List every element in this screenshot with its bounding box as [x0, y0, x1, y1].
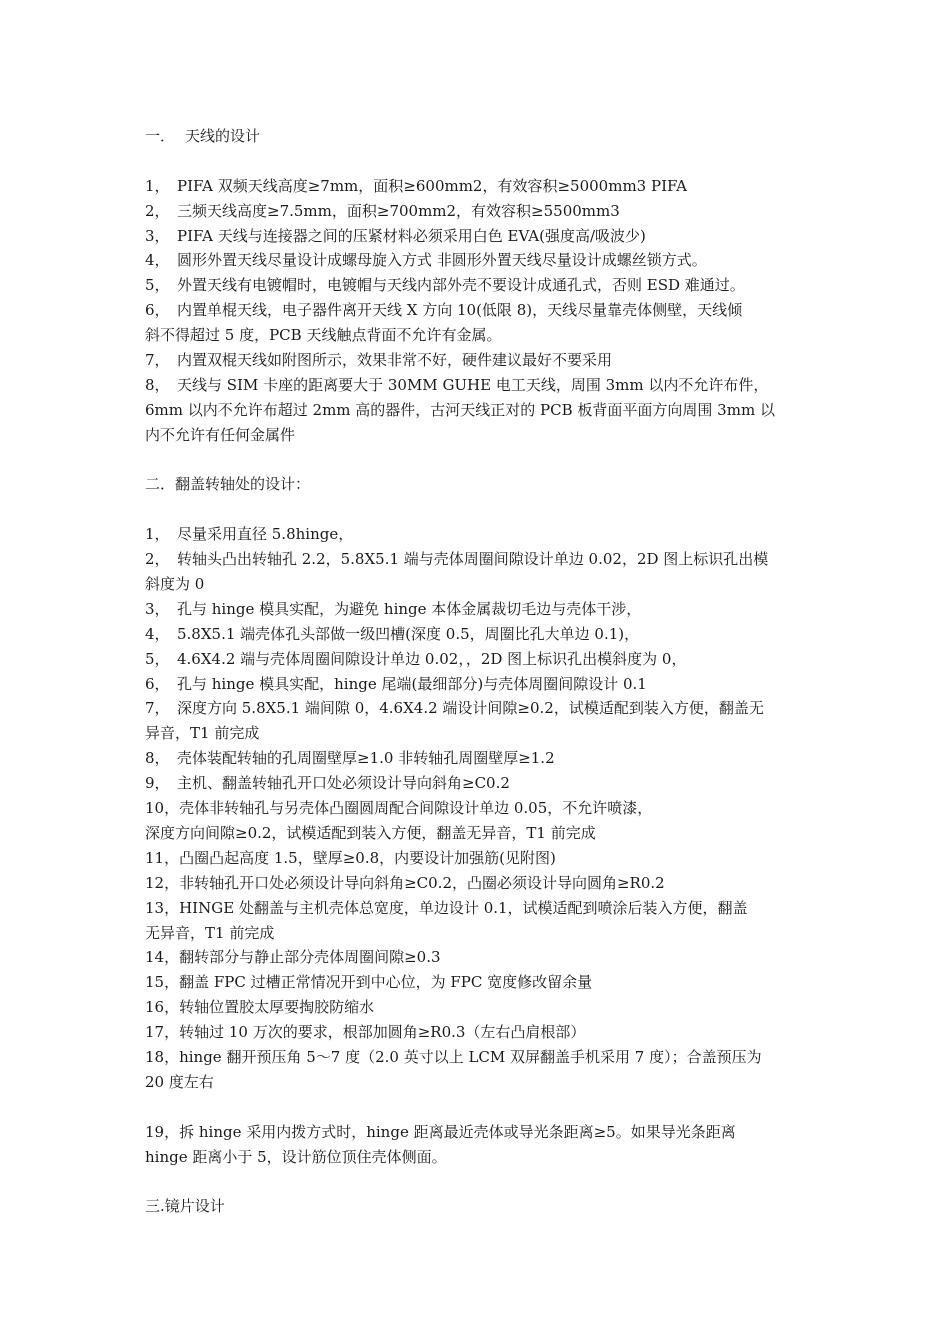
list-item: 10，壳体非转轴孔与另壳体凸圈圆周配合间隙设计单边 0.05，不允许喷漆，	[145, 799, 653, 818]
blank-line	[145, 497, 809, 522]
list-item: 8， 天线与 SIM 卡座的距离要大于 30MM GUHE 电工天线，周围 3mm 以内不允许布件，	[145, 375, 769, 394]
list-item: 2， 转轴头凸出转轴孔 2.2，5.8X5.1 端与壳体周圈间隙设计单边 0.02，2D 图上标识孔出模	[145, 550, 769, 569]
list-item: 19，拆 hinge 采用内拨方式时，hinge 距离最近壳体或导光条距离≥5。如果导光条距离	[145, 1122, 736, 1141]
section-number: 一．	[145, 127, 176, 145]
section-heading-lens: 三.镜片设计	[145, 1197, 225, 1216]
list-item: 6， 内置单棍天线，电子器件离开天线 X 方向 10(低限 8)，天线尽量靠壳体侧壁，天线倾	[145, 301, 743, 320]
list-item: 7， 内置双棍天线如附图所示，效果非常不好，硬件建议最好不要采用	[145, 351, 613, 370]
list-item: 8， 壳体装配转轴的孔周圈壁厚≥1.0 非转轴孔周圈壁厚≥1.2	[145, 749, 555, 768]
section-heading-antenna	[145, 124, 809, 149]
list-item: 1， 尽量采用直径 5.8hinge，	[145, 525, 354, 544]
list-item: 16，转轴位置胶太厚要掏胶防缩水	[145, 998, 375, 1017]
list-item-continuation: 无异音，T1 前完成	[145, 923, 275, 942]
section-title: 天线的设计	[185, 127, 261, 145]
list-item: 6， 孔与 hinge 模具实配，hinge 尾端(最细部分)与壳体周圈间隙设计 0.1	[145, 674, 647, 693]
list-item: 12，非转轴孔开口处必须设计导向斜角≥C0.2，凸圈必须设计导向圆角≥R0.2	[145, 873, 665, 892]
list-item-continuation: 20 度左右	[145, 1072, 214, 1091]
list-item-continuation: 斜不得超过 5 度，PCB 天线触点背面不允许有金属。	[145, 326, 502, 345]
list-item-continuation: 深度方向间隙≥0.2，试模适配到装入方便，翻盖无异音，T1 前完成	[145, 823, 596, 842]
hinge-list-continued	[145, 1120, 809, 1170]
list-item: 14，翻转部分与静止部分壳体周圈间隙≥0.3	[145, 948, 441, 967]
list-item-continuation: 异音，T1 前完成	[145, 724, 260, 743]
list-item: 13，HINGE 处翻盖与主机壳体总宽度，单边设计 0.1，试模适配到喷涂后装入方便，翻盖	[145, 898, 748, 917]
list-item: 11，凸圈凸起高度 1.5，壁厚≥0.8，内要设计加强筋(见附图)	[145, 848, 556, 867]
list-item-continuation: 6mm 以内不允许布超过 2mm 高的器件，古河天线正对的 PCB 板背面平面方向周围 3mm 以	[145, 400, 775, 419]
blank-line	[145, 149, 809, 174]
list-item: 7， 深度方向 5.8X5.1 端间隙 0，4.6X4.2 端设计间隙≥0.2，试模适配到装入方便，翻盖无	[145, 699, 764, 718]
list-item: 15，翻盖 FPC 过槽正常情况开到中心位，为 FPC 宽度修改留余量	[145, 973, 593, 992]
blank-line	[145, 448, 809, 473]
list-item-continuation: hinge 距离小于 5，设计筋位顶住壳体侧面。	[145, 1147, 447, 1166]
blank-line	[145, 1095, 809, 1120]
document-page	[145, 124, 809, 1219]
list-item: 5， 外置天线有电镀帽时，电镀帽与天线内部外壳不要设计成通孔式，否则 ESD 难通过。	[145, 276, 745, 295]
list-item-continuation: 斜度为 0	[145, 575, 205, 594]
section-heading-hinge: 二．翻盖转轴处的设计：	[145, 475, 311, 494]
list-item: 9， 主机、翻盖转轴孔开口处必须设计导向斜角≥C0.2	[145, 774, 510, 793]
list-item: 4， 5.8X5.1 端壳体孔头部做一级凹槽(深度 0.5，周圈比孔大单边 0.1)，	[145, 624, 640, 643]
list-item: 4， 圆形外置天线尽量设计成螺母旋入方式 非圆形外置天线尽量设计成螺丝锁方式。	[145, 251, 707, 270]
blank-line	[145, 1169, 809, 1194]
list-item: 2， 三频天线高度≥7.5mm，面积≥700mm2，有效容积≥5500mm3	[145, 201, 620, 220]
hinge-list	[145, 522, 809, 1094]
list-item: 18，hinge 翻开预压角 5～7 度（2.0 英寸以上 LCM 双屏翻盖手机采用 7 度）；合盖预压为	[145, 1047, 762, 1066]
list-item: 1， PIFA 双频天线高度≥7mm，面积≥600mm2，有效容积≥5000mm3 PIFA	[145, 176, 687, 195]
antenna-list	[145, 174, 809, 448]
list-item: 3， 孔与 hinge 模具实配，为避免 hinge 本体金属裁切毛边与壳体干涉，	[145, 599, 642, 618]
list-item-continuation: 内不允许有任何金属件	[145, 425, 296, 444]
list-item: 17，转轴过 10 万次的要求，根部加圆角≥R0.3（左右凸肩根部）	[145, 1023, 586, 1042]
list-item: 3， PIFA 天线与连接器之间的压紧材料必须采用白色 EVA(强度高/吸波少)	[145, 226, 646, 245]
list-item: 5， 4.6X4.2 端与壳体周圈间隙设计单边 0.02，，2D 图上标识孔出模斜度为 0，	[145, 649, 687, 668]
